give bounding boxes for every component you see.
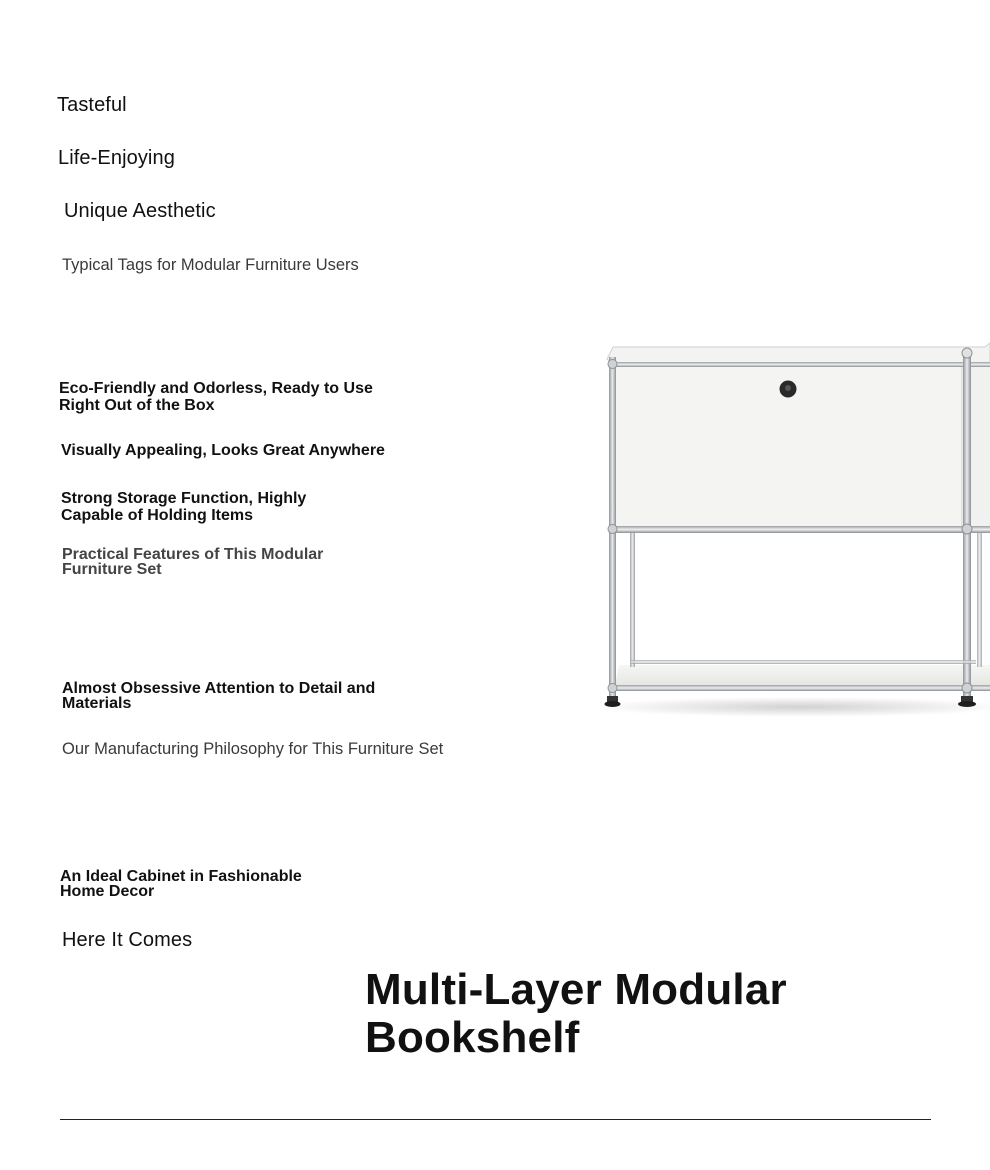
section-divider — [60, 1119, 931, 1120]
feature-eco-friendly: Eco-Friendly and Odorless, Ready to Use Right Out of the Box — [59, 380, 373, 414]
page-title: Multi-Layer Modular Bookshelf — [365, 965, 787, 1062]
features-subtitle: Practical Features of This Modular Furniture Set — [62, 546, 324, 578]
intro-ideal-cabinet: An Ideal Cabinet in Fashionable Home Decor — [60, 868, 302, 900]
tag-life-enjoying: Life-Enjoying — [58, 147, 175, 169]
feature-visually-appealing: Visually Appealing, Looks Great Anywhere — [61, 442, 385, 459]
philosophy-detail: Almost Obsessive Attention to Detail and Materials — [62, 680, 376, 712]
tag-unique-aesthetic: Unique Aesthetic — [64, 200, 216, 222]
intro-subtitle: Here It Comes — [62, 929, 193, 951]
tag-tasteful: Tasteful — [57, 94, 127, 116]
philosophy-subtitle: Our Manufacturing Philosophy for This Furniture Set — [62, 740, 444, 758]
cabinet-image — [585, 335, 990, 730]
tags-subtitle: Typical Tags for Modular Furniture Users — [62, 256, 359, 274]
feature-strong-storage: Strong Storage Function, Highly Capable of Holding Items — [61, 490, 307, 524]
